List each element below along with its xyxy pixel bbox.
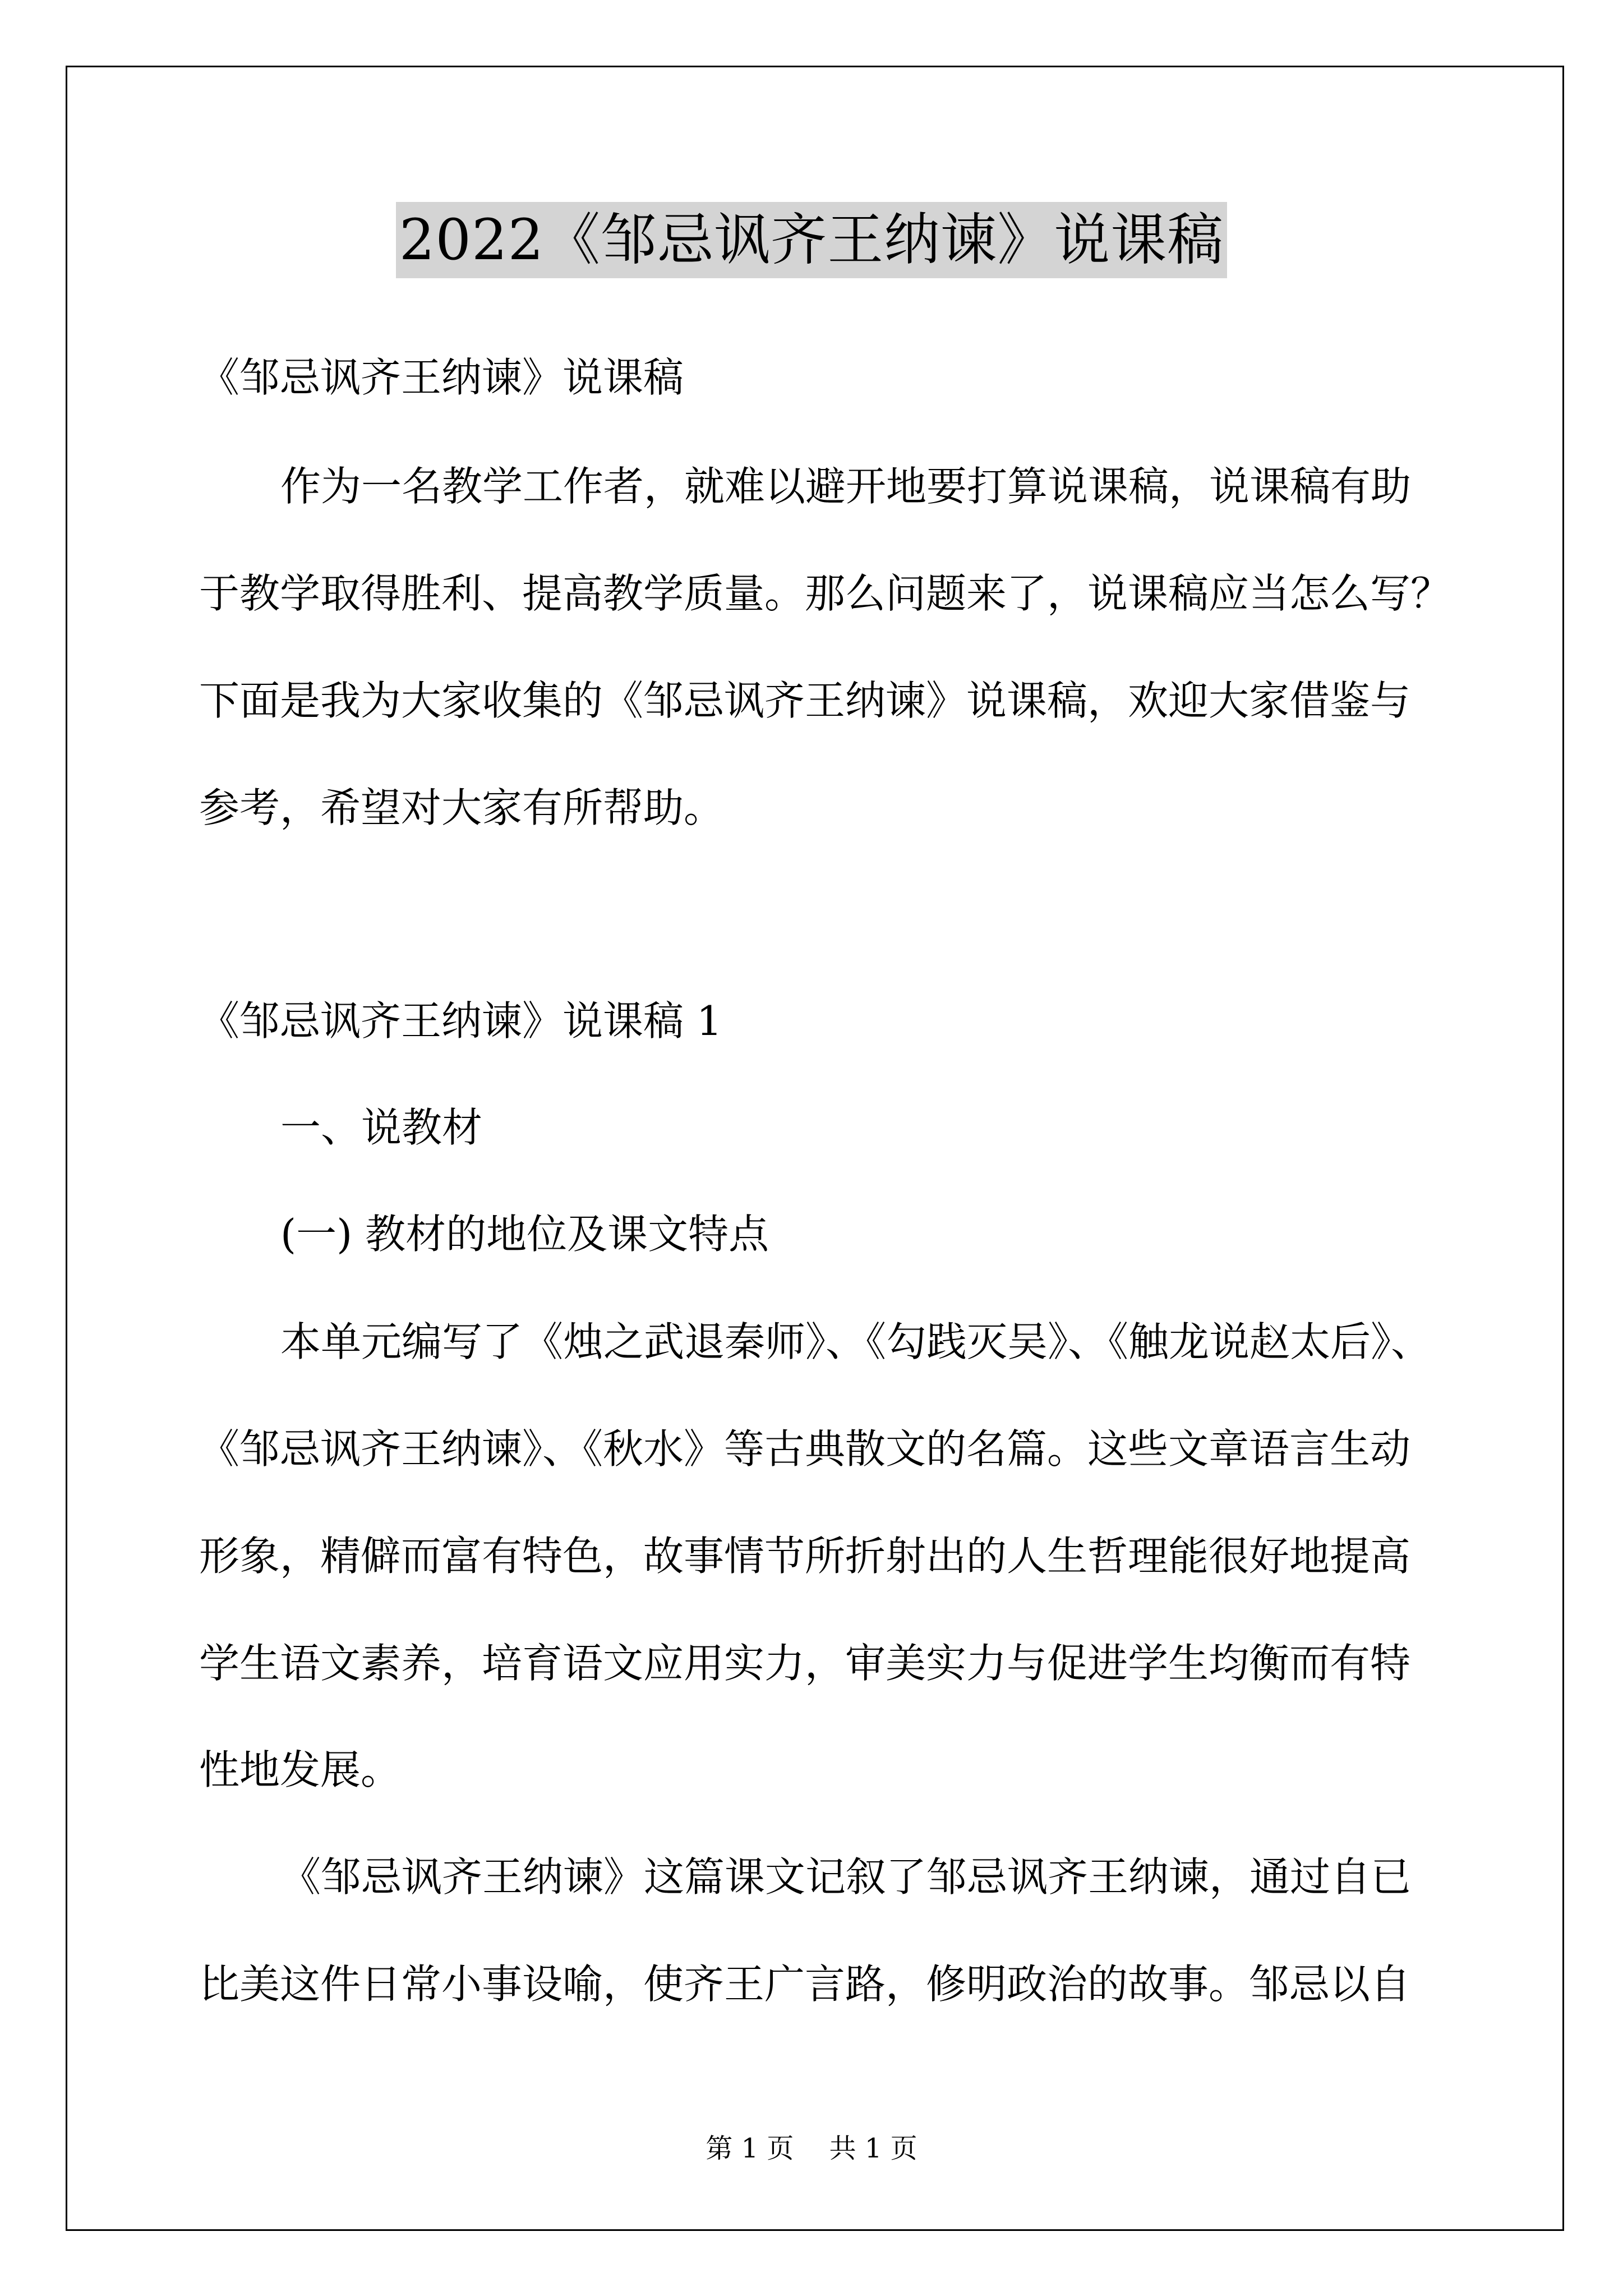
heading-level-2: (一) 教材的地位及课文特点 <box>280 1211 769 1258</box>
title-container <box>0 202 1623 278</box>
paragraph-line: 比美这件日常小事设喻，使齐王广言路，修明政治的故事。邹忌以自 <box>199 1961 1411 2008</box>
document-title: 2022《邹忌讽齐王纳谏》说课稿 <box>396 202 1228 278</box>
heading-level-1: 一、说教材 <box>280 1104 483 1151</box>
page-footer: 第 1 页 共 1 页 <box>706 2133 917 2164</box>
paragraph-line: 本单元编写了《烛之武退秦师》、《勾践灭吴》、《触龙说赵太后》、 <box>280 1318 1432 1365</box>
intro-line: 作为一名教学工作者，就难以避开地要打算说课稿，说课稿有助 <box>280 463 1412 510</box>
paragraph-line: 形象，精僻而富有特色，故事情节所折射出的人生哲理能很好地提高 <box>199 1533 1411 1580</box>
document-subtitle: 《邹忌讽齐王纳谏》说课稿 <box>199 354 684 401</box>
paragraph-line: 性地发展。 <box>199 1746 402 1793</box>
section-title: 《邹忌讽齐王纳谏》说课稿 1 <box>199 997 722 1045</box>
intro-line: 参考，希望对大家有所帮助。 <box>199 784 725 831</box>
paragraph-line: 学生语文素养，培育语文应用实力，审美实力与促进学生均衡而有特 <box>199 1640 1411 1687</box>
intro-line: 下面是我为大家收集的《邹忌讽齐王纳谏》说课稿，欢迎大家借鉴与 <box>199 677 1411 724</box>
paragraph-line: 《邹忌讽齐王纳谏》、《秋水》等古典散文的名篇。这些文章语言生动 <box>199 1425 1411 1473</box>
intro-line: 于教学取得胜利、提高教学质量。那么问题来了，说课稿应当怎么写？ <box>199 570 1451 617</box>
paragraph-line: 《邹忌讽齐王纳谏》这篇课文记叙了邹忌讽齐王纳谏，通过自已 <box>280 1853 1412 1901</box>
